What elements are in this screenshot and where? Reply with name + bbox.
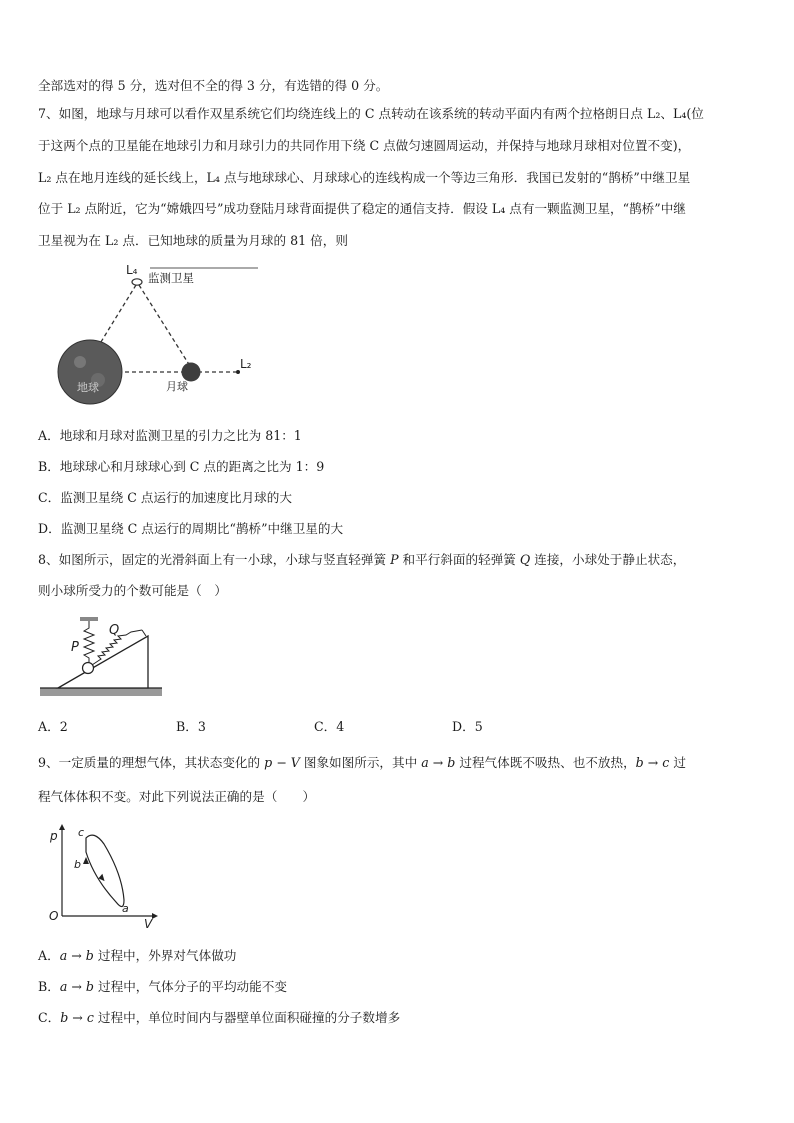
origin-label: O xyxy=(49,909,59,923)
scoring-note: 全部选对的得 5 分，选对但不全的得 3 分，有选错的得 0 分。 xyxy=(38,78,389,93)
q9-option-c: C．b → c 过程中，单位时间内与器壁单位面积碰撞的分子数增多 xyxy=(38,1010,401,1025)
q8-stem-line-2: 则小球所受力的个数可能是（ ） xyxy=(38,583,227,598)
point-b-label: b xyxy=(74,858,81,871)
point-a-label: a xyxy=(122,902,129,915)
q9-stem-line-2: 程气体体积不变。对此下列说法正确的是（ ） xyxy=(38,789,316,804)
cycle-curve xyxy=(86,835,124,906)
q8-option-d: D．5 xyxy=(452,719,483,734)
moon-icon xyxy=(182,363,201,382)
earth-icon xyxy=(58,340,122,404)
moon-sat-dashed-line xyxy=(139,285,190,366)
ground xyxy=(40,688,162,696)
satellite-icon xyxy=(132,279,142,285)
q9-stem-line-1: 9、一定质量的理想气体，其状态变化的 p − V 图象如图所示，其中 a → b 过程气体既不吸热、也不放热，b → c 过 xyxy=(38,755,686,770)
q9-figure-pv-diagram xyxy=(44,822,164,932)
v-axis-label: V xyxy=(144,917,153,931)
l2-label: L₂ xyxy=(240,357,252,371)
earth-label: 地球 xyxy=(77,381,99,394)
q9-option-a: A．a → b 过程中，外界对气体做功 xyxy=(38,948,237,963)
moon-label: 月球 xyxy=(166,380,188,393)
q7-figure-earth-moon xyxy=(50,258,265,413)
q8-option-b: B．3 xyxy=(176,719,206,734)
q7-option-c: C．监测卫星绕 C 点运行的加速度比月球的大 xyxy=(38,490,292,505)
q7-stem-line-5: 卫星视为在 L₂ 点．已知地球的质量为月球的 81 倍，则 xyxy=(38,233,348,248)
q7-stem-line-4: 位于 L₂ 点附近，它为“嫦娥四号”成功登陆月球背面提供了稳定的通信支持．假设 L₄ 点有一颗监测卫星，“鹊桥”中继 xyxy=(38,201,686,216)
ceiling xyxy=(80,617,98,621)
q7-stem-line-2: 于这两个点的卫星能在地球引力和月球引力的共同作用下绕 C 点做匀速圆周运动，并保持与地球月球相对位置不变)， xyxy=(38,138,691,153)
q8-stem-line-1: 8、如图所示，固定的光滑斜面上有一小球，小球与竖直轻弹簧 P 和平行斜面的轻弹簧 Q 连接，小球处于静止状态， xyxy=(38,552,686,567)
p-axis-label: p xyxy=(50,829,58,843)
q7-option-d: D．监测卫星绕 C 点运行的周期比“鹊桥”中继卫星的大 xyxy=(38,521,344,536)
p-label: P xyxy=(71,640,79,655)
q7-stem-line-1: 7、如图，地球与月球可以看作双星系统它们均绕连线上的 C 点转动在该系统的转动平面内有两个拉格朗日点 L₂、L₄(位 xyxy=(38,106,704,121)
q8-option-a: A．2 xyxy=(38,719,68,734)
l4-label: L₄ xyxy=(126,263,138,277)
q8-option-c: C．4 xyxy=(314,719,345,734)
q7-stem-line-3: L₂ 点在地月连线的延长线上，L₄ 点与地球球心、月球球心的连线构成一个等边三角形．我国已发射的“鹊桥”中继卫星 xyxy=(38,170,691,185)
satellite-label: 监测卫星 xyxy=(148,271,194,285)
point-c-label: c xyxy=(78,826,85,839)
ball xyxy=(83,663,94,674)
arrow-a-to-b xyxy=(98,874,107,883)
q7-option-a: A．地球和月球对监测卫星的引力之比为 81：1 xyxy=(38,428,302,443)
q7-option-b: B．地球球心和月球球心到 C 点的距离之比为 1：9 xyxy=(38,459,325,474)
q8-figure-incline xyxy=(38,612,168,702)
spring-p xyxy=(84,621,94,662)
q-label: Q xyxy=(109,623,120,638)
q9-option-b: B．a → b 过程中，气体分子的平均动能不变 xyxy=(38,979,287,994)
